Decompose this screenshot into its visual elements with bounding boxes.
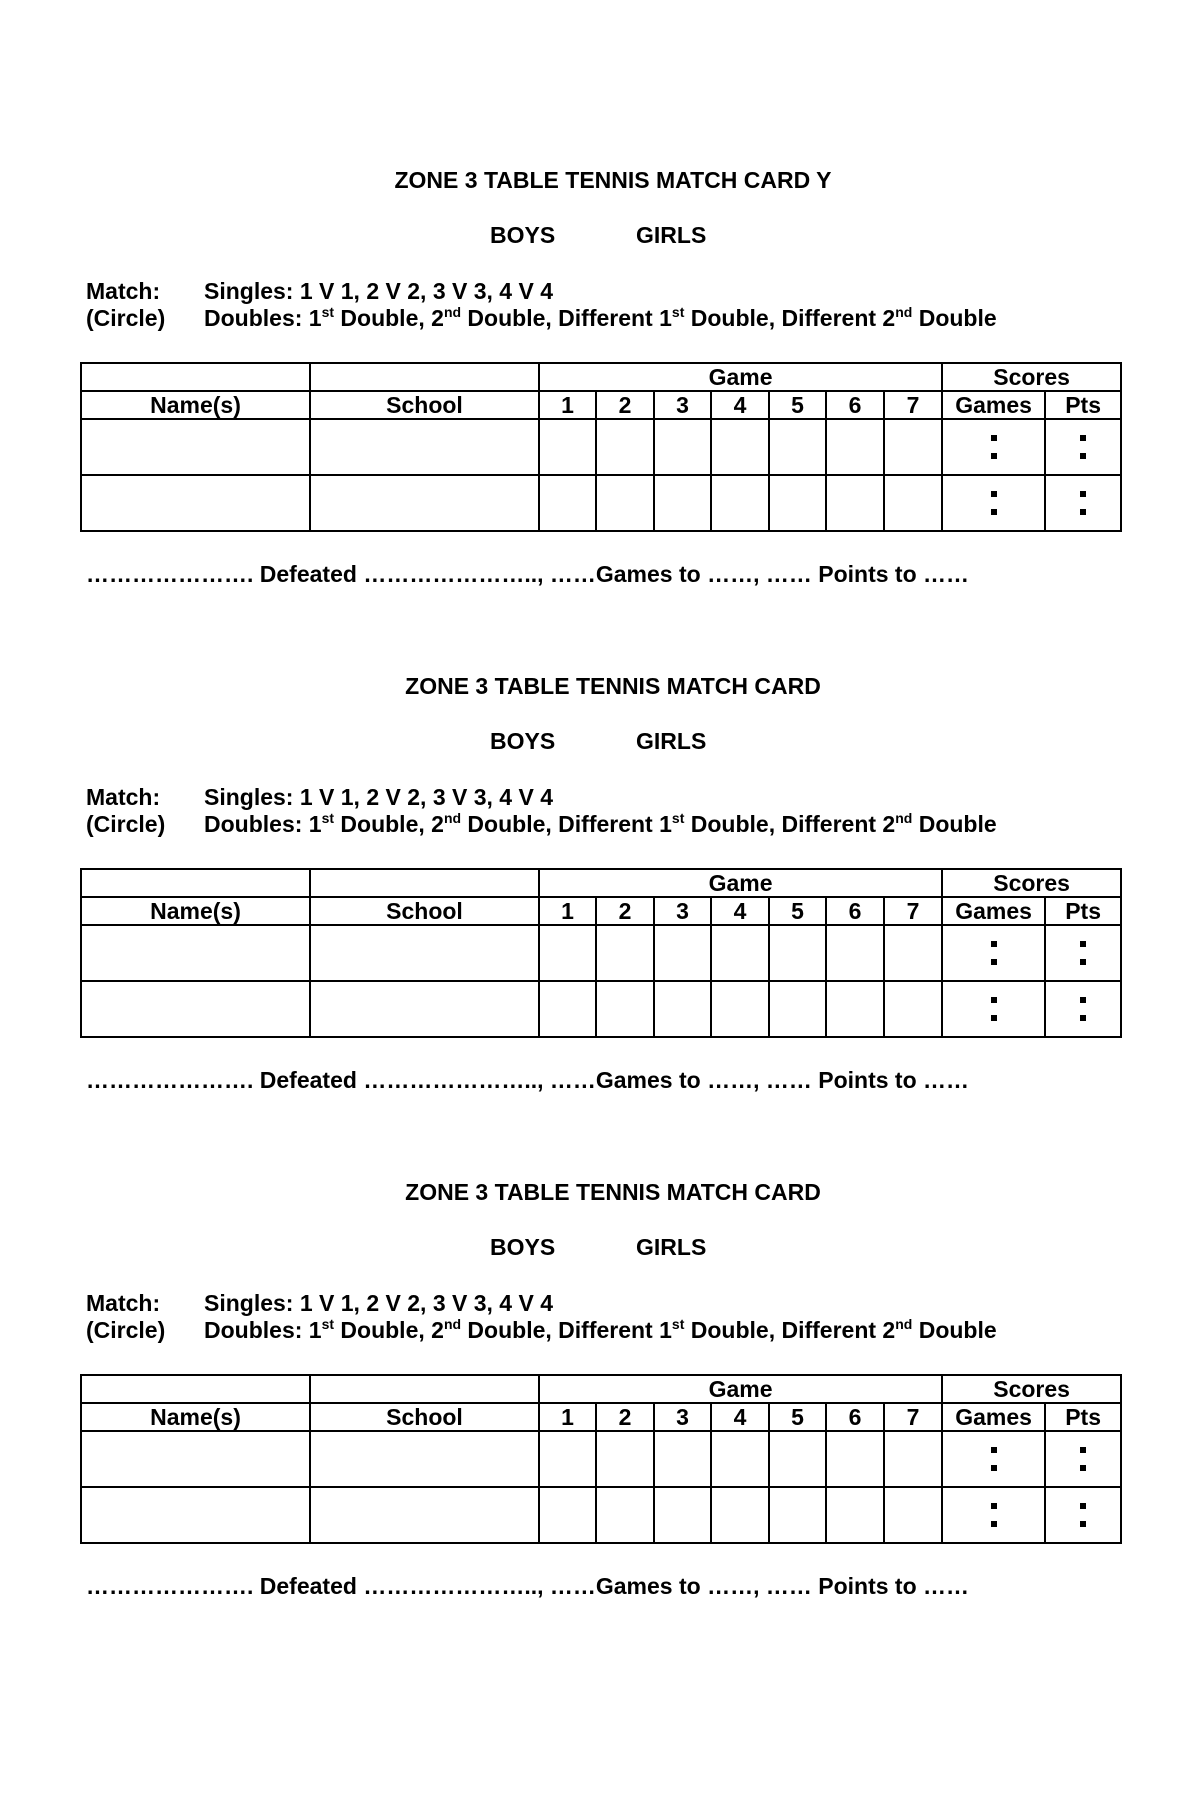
table-row	[81, 981, 1121, 1037]
names-cell[interactable]	[81, 925, 310, 981]
game-score-cell[interactable]	[769, 1487, 826, 1543]
card-title: ZONE 3 TABLE TENNIS MATCH CARD	[405, 673, 821, 699]
game-score-cell[interactable]	[539, 981, 596, 1037]
pts-score-cell[interactable]	[1045, 419, 1121, 475]
scores-header: Scores	[942, 869, 1121, 897]
pts-score-cell[interactable]	[1045, 475, 1121, 531]
game-number-header: 3	[654, 391, 711, 419]
table-row	[81, 1431, 1121, 1487]
circle-label: (Circle)	[86, 811, 166, 837]
game-score-cell[interactable]	[769, 1431, 826, 1487]
score-table	[80, 362, 1122, 532]
score-table	[80, 1374, 1122, 1544]
school-header: School	[310, 1403, 539, 1431]
names-cell[interactable]	[81, 475, 310, 531]
game-score-cell[interactable]	[711, 475, 769, 531]
game-score-cell[interactable]	[596, 981, 654, 1037]
match-card-2	[0, 672, 1200, 1112]
game-number-header: 1	[539, 897, 596, 925]
games-score-cell[interactable]	[942, 475, 1045, 531]
game-score-cell[interactable]	[654, 1487, 711, 1543]
colon-separator	[1080, 939, 1086, 967]
colon-separator	[1080, 1501, 1086, 1529]
match-card-3	[0, 1178, 1200, 1618]
game-score-cell[interactable]	[826, 981, 884, 1037]
game-score-cell[interactable]	[884, 1487, 942, 1543]
pts-score-cell[interactable]	[1045, 1431, 1121, 1487]
card-title: ZONE 3 TABLE TENNIS MATCH CARD Y	[394, 167, 832, 193]
doubles-options[interactable]: Doubles: 1st Double, 2nd Double, Different 1st Double, Different 2nd Double	[204, 304, 997, 331]
school-cell[interactable]	[310, 1487, 539, 1543]
colon-separator	[991, 433, 997, 461]
colon-separator	[1080, 1445, 1086, 1473]
result-line[interactable]: …………………. Defeated ………………….., ……Games to ……, …… Points to ……	[86, 1573, 970, 1599]
game-score-cell[interactable]	[711, 419, 769, 475]
game-score-cell[interactable]	[826, 1487, 884, 1543]
blank-header-cell	[81, 1375, 310, 1403]
game-number-header: 6	[826, 391, 884, 419]
scores-header: Scores	[942, 1375, 1121, 1403]
match-label: Match:	[86, 784, 161, 810]
colon-separator	[991, 939, 997, 967]
game-score-cell[interactable]	[539, 925, 596, 981]
colon-separator	[991, 1445, 997, 1473]
game-number-header: 2	[596, 391, 654, 419]
doubles-options[interactable]: Doubles: 1st Double, 2nd Double, Different 1st Double, Different 2nd Double	[204, 1316, 997, 1343]
games-header: Games	[942, 391, 1045, 419]
game-score-cell[interactable]	[884, 475, 942, 531]
names-cell[interactable]	[81, 1431, 310, 1487]
pts-score-cell[interactable]	[1045, 925, 1121, 981]
game-number-header: 4	[711, 897, 769, 925]
game-score-cell[interactable]	[769, 419, 826, 475]
game-score-cell[interactable]	[884, 925, 942, 981]
game-header: Game	[539, 363, 942, 391]
pts-score-cell[interactable]	[1045, 981, 1121, 1037]
table-row	[81, 475, 1121, 531]
game-score-cell[interactable]	[539, 475, 596, 531]
game-number-header: 7	[884, 391, 942, 419]
game-number-header: 6	[826, 897, 884, 925]
game-score-cell[interactable]	[769, 925, 826, 981]
game-score-cell[interactable]	[654, 981, 711, 1037]
game-number-header: 4	[711, 391, 769, 419]
game-number-header: 5	[769, 1403, 826, 1431]
blank-header-cell	[310, 869, 539, 897]
game-number-header: 1	[539, 391, 596, 419]
game-score-cell[interactable]	[539, 419, 596, 475]
games-header: Games	[942, 897, 1045, 925]
game-score-cell[interactable]	[826, 475, 884, 531]
game-score-cell[interactable]	[654, 1431, 711, 1487]
game-score-cell[interactable]	[826, 925, 884, 981]
game-number-header: 5	[769, 391, 826, 419]
school-cell[interactable]	[310, 419, 539, 475]
game-score-cell[interactable]	[539, 1431, 596, 1487]
game-score-cell[interactable]	[596, 1487, 654, 1543]
game-score-cell[interactable]	[596, 475, 654, 531]
names-cell[interactable]	[81, 419, 310, 475]
game-score-cell[interactable]	[884, 981, 942, 1037]
games-score-cell[interactable]	[942, 981, 1045, 1037]
game-number-header: 5	[769, 897, 826, 925]
game-number-header: 4	[711, 1403, 769, 1431]
singles-options[interactable]: Singles: 1 V 1, 2 V 2, 3 V 3, 4 V 4	[204, 278, 554, 304]
game-number-header: 7	[884, 897, 942, 925]
school-cell[interactable]	[310, 1431, 539, 1487]
girls-option[interactable]: GIRLS	[636, 222, 707, 248]
colon-separator	[991, 489, 997, 517]
circle-label: (Circle)	[86, 305, 166, 331]
names-cell[interactable]	[81, 981, 310, 1037]
pts-score-cell[interactable]	[1045, 1487, 1121, 1543]
boys-option[interactable]: BOYS	[490, 1234, 556, 1260]
score-table	[80, 868, 1122, 1038]
blank-header-cell	[310, 363, 539, 391]
names-cell[interactable]	[81, 1487, 310, 1543]
game-score-cell[interactable]	[654, 925, 711, 981]
game-score-cell[interactable]	[654, 475, 711, 531]
school-header: School	[310, 897, 539, 925]
scores-header: Scores	[942, 363, 1121, 391]
game-score-cell[interactable]	[884, 419, 942, 475]
result-line[interactable]: …………………. Defeated ………………….., ……Games to ……, …… Points to ……	[86, 1067, 970, 1093]
colon-separator	[1080, 489, 1086, 517]
match-card-1	[0, 166, 1200, 606]
game-score-cell[interactable]	[711, 1487, 769, 1543]
game-score-cell[interactable]	[711, 981, 769, 1037]
doubles-options[interactable]: Doubles: 1st Double, 2nd Double, Different 1st Double, Different 2nd Double	[204, 810, 997, 837]
boys-option[interactable]: BOYS	[490, 222, 556, 248]
games-score-cell[interactable]	[942, 1487, 1045, 1543]
boys-option[interactable]: BOYS	[490, 728, 556, 754]
game-number-header: 7	[884, 1403, 942, 1431]
blank-header-cell	[81, 363, 310, 391]
match-label: Match:	[86, 278, 161, 304]
game-score-cell[interactable]	[539, 1487, 596, 1543]
colon-separator	[991, 995, 997, 1023]
game-score-cell[interactable]	[711, 1431, 769, 1487]
game-score-cell[interactable]	[769, 475, 826, 531]
game-score-cell[interactable]	[654, 419, 711, 475]
school-header: School	[310, 391, 539, 419]
games-score-cell[interactable]	[942, 1431, 1045, 1487]
table-row	[81, 925, 1121, 981]
colon-separator	[1080, 995, 1086, 1023]
card-title: ZONE 3 TABLE TENNIS MATCH CARD	[405, 1179, 821, 1205]
girls-option[interactable]: GIRLS	[636, 728, 707, 754]
pts-header: Pts	[1045, 897, 1121, 925]
school-cell[interactable]	[310, 981, 539, 1037]
school-cell[interactable]	[310, 475, 539, 531]
game-number-header: 3	[654, 1403, 711, 1431]
game-score-cell[interactable]	[596, 1431, 654, 1487]
game-number-header: 2	[596, 1403, 654, 1431]
names-header: Name(s)	[81, 897, 310, 925]
table-row	[81, 419, 1121, 475]
game-score-cell[interactable]	[596, 419, 654, 475]
games-score-cell[interactable]	[942, 419, 1045, 475]
game-number-header: 1	[539, 1403, 596, 1431]
game-score-cell[interactable]	[884, 1431, 942, 1487]
result-line[interactable]: …………………. Defeated ………………….., ……Games to ……, …… Points to ……	[86, 561, 970, 587]
game-header: Game	[539, 1375, 942, 1403]
names-header: Name(s)	[81, 391, 310, 419]
game-score-cell[interactable]	[711, 925, 769, 981]
pts-header: Pts	[1045, 1403, 1121, 1431]
game-number-header: 2	[596, 897, 654, 925]
game-header: Game	[539, 869, 942, 897]
singles-options[interactable]: Singles: 1 V 1, 2 V 2, 3 V 3, 4 V 4	[204, 784, 554, 810]
names-header: Name(s)	[81, 1403, 310, 1431]
pts-header: Pts	[1045, 391, 1121, 419]
game-number-header: 6	[826, 1403, 884, 1431]
match-label: Match:	[86, 1290, 161, 1316]
game-score-cell[interactable]	[826, 419, 884, 475]
colon-separator	[991, 1501, 997, 1529]
game-score-cell[interactable]	[769, 981, 826, 1037]
game-score-cell[interactable]	[596, 925, 654, 981]
colon-separator	[1080, 433, 1086, 461]
game-number-header: 3	[654, 897, 711, 925]
singles-options[interactable]: Singles: 1 V 1, 2 V 2, 3 V 3, 4 V 4	[204, 1290, 554, 1316]
game-score-cell[interactable]	[826, 1431, 884, 1487]
circle-label: (Circle)	[86, 1317, 166, 1343]
games-header: Games	[942, 1403, 1045, 1431]
blank-header-cell	[81, 869, 310, 897]
blank-header-cell	[310, 1375, 539, 1403]
games-score-cell[interactable]	[942, 925, 1045, 981]
girls-option[interactable]: GIRLS	[636, 1234, 707, 1260]
school-cell[interactable]	[310, 925, 539, 981]
table-row	[81, 1487, 1121, 1543]
